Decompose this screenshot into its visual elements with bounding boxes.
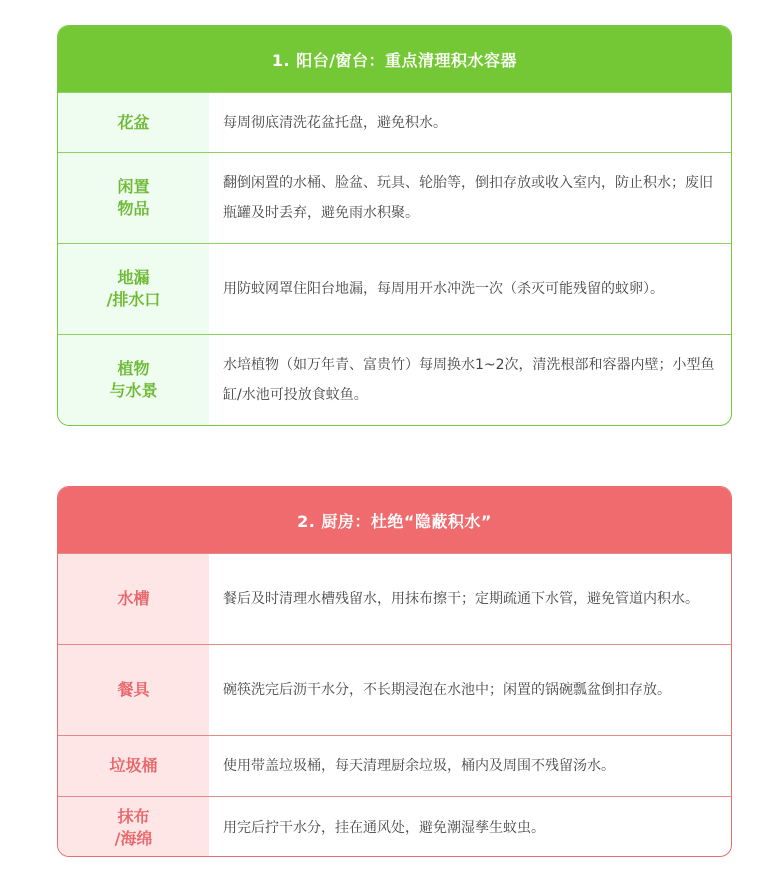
row-label: 地漏 /排水口 [58,244,209,334]
table-row [58,152,731,243]
row-label: 抹布 /海绵 [58,797,209,857]
section-title: 2. 厨房：杜绝“隐蔽积水” [58,487,731,553]
table-row [58,92,731,152]
row-description: 使用带盖垃圾桶，每天清理厨余垃圾，桶内及周围不残留汤水。 [223,758,615,774]
row-label: 闲置 物品 [58,153,209,243]
row-description: 每周彻底清洗花盆托盘，避免积水。 [223,114,447,131]
table-row [58,644,731,735]
row-label: 餐具 [58,645,209,735]
row-description: 翻倒闲置的水桶、脸盆、玩具、轮胎等，倒扣存放或收入室内，防止积水；废旧瓶罐及时丢弃，避免雨水积聚。 [223,175,713,221]
row-description: 水培植物（如万年青、富贵竹）每周换水1~2次，清洗根部和容器内壁；小型鱼缸/水池可投放食蚊鱼。 [223,357,715,403]
table-row [58,243,731,334]
table-row [58,796,731,857]
row-description: 用防蚊网罩住阳台地漏，每周用开水冲洗一次（杀灭可能残留的蚊卵）。 [223,281,664,297]
table-row [58,553,731,644]
balcony-section-card [57,25,732,426]
row-label: 植物 与水景 [58,335,209,425]
table-row [58,735,731,796]
row-description: 用完后拧干水分，挂在通风处，避免潮湿孳生蚊虫。 [223,819,545,836]
row-label: 水槽 [58,554,209,644]
row-label: 垃圾桶 [58,736,209,796]
kitchen-section-card [57,486,732,857]
table-row [58,334,731,425]
row-description: 餐后及时清理水槽残留水，用抹布擦干；定期疏通下水管，避免管道内积水。 [223,591,699,607]
row-description: 碗筷洗完后沥干水分，不长期浸泡在水池中；闲置的锅碗瓢盆倒扣存放。 [223,682,671,698]
row-label: 花盆 [58,93,209,152]
section-title: 1. 阳台/窗台：重点清理积水容器 [58,26,731,92]
